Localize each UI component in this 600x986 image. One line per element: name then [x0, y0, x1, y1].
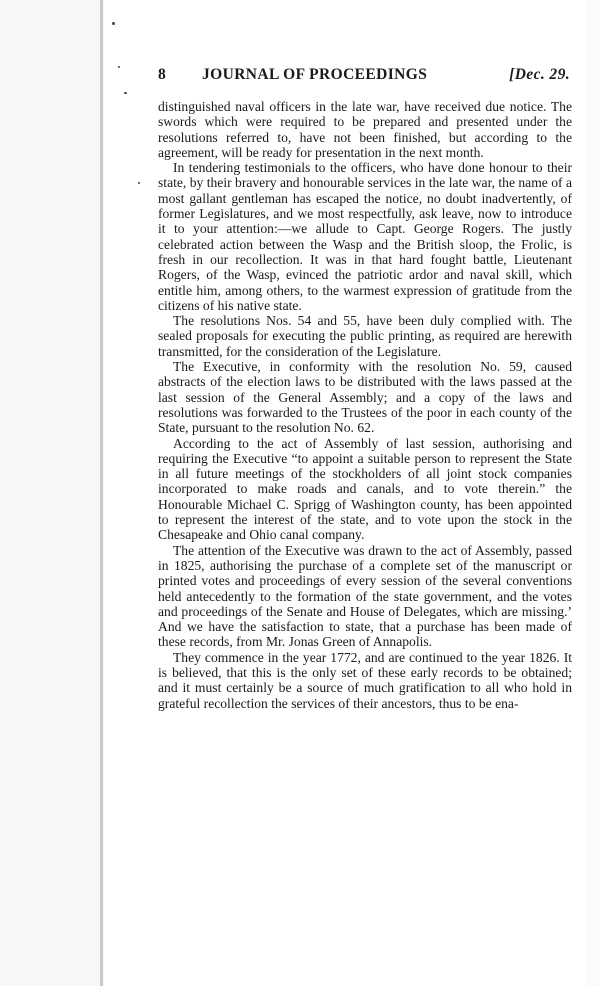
paragraph: According to the act of Assembly of last session, authorising and requiring the Executive “to appoint a suitable person to represent the State in all future meetings of the stockholders of all joint stock companies incorporated to make roads and canals, and to vote therein.” the Honourable Michael C. Sprigg of Washington county, has been appointed to represent the interest of the state, and to vote upon the stock in the Chesapeake and Ohio canal company. [158, 435, 572, 543]
body-text [158, 99, 572, 711]
scan-right-margin [586, 0, 600, 986]
paragraph: They commence in the year 1772, and are continued to the year 1826. It is believed, that this is the only set of these early records to be obtained; and it must certainly be a source of much gratification to all who hold in grateful recollection the services of their ancestors, thus to be ena- [158, 649, 572, 711]
scan-left-margin [0, 0, 104, 986]
margin-speck [124, 92, 127, 94]
margin-speck [138, 182, 140, 184]
paragraph: The resolutions Nos. 54 and 55, have been duly complied with. The sealed proposals for executing the public printing, as required are herewith transmitted, for the consideration of the Legislature. [158, 313, 572, 359]
header-date: [Dec. 29. [509, 66, 570, 83]
margin-speck [112, 22, 115, 25]
paragraph: In tendering testimonials to the officers, who have done honour to their state, by their bravery and honourable services in the late war, the name of a most gallant gentleman has escaped the notice, no doubt inadvertently, of former Legislatures, and we most respectfully, ask leave, now to introduce it to your attention:—we allude to Capt. George Rogers. The justly celebrated action between the Wasp and the British sloop, the Frolic, is fresh in our recollection. It was in that hard fought battle, Lieutenant Rogers, of the Wasp, evinced the patriotic ardor and naval skill, which entitle him, among others, to the warmest expression of gratitude from the citizens of his native state. [158, 160, 572, 313]
margin-speck [118, 66, 120, 68]
paragraph: distinguished naval officers in the late war, have received due notice. The swords which were required to be prepared and presented under the resolutions referred to, have not been finished, but according to the agreement, will be ready for presentation in the next month. [158, 99, 572, 160]
page-number: 8 [158, 66, 167, 83]
page-edge-shadow [100, 0, 103, 986]
paragraph: The Executive, in conformity with the resolution No. 59, caused abstracts of the election laws to be distributed with the laws passed at the last session of the General Assembly; and a copy of the laws and resolutions was forwarded to the Trustees of the poor in each county of the State, pursuant to the resolution No. 62. [158, 359, 572, 436]
paragraph: The attention of the Executive was drawn to the act of Assembly, passed in 1825, authorising the purchase of a complete set of the manuscript or printed votes and proceedings of every session of the several conventions held antecedently to the formation of the state government, and the votes and proceedings of the Senate and House of Delegates, which are missing.’ And we have the satisfaction to state, that a purchase has been made of these records, from Mr. Jonas Green of Annapolis. [158, 542, 572, 650]
running-title: JOURNAL OF PROCEEDINGS [202, 66, 428, 83]
page-header [158, 60, 572, 90]
document-page [158, 60, 572, 970]
